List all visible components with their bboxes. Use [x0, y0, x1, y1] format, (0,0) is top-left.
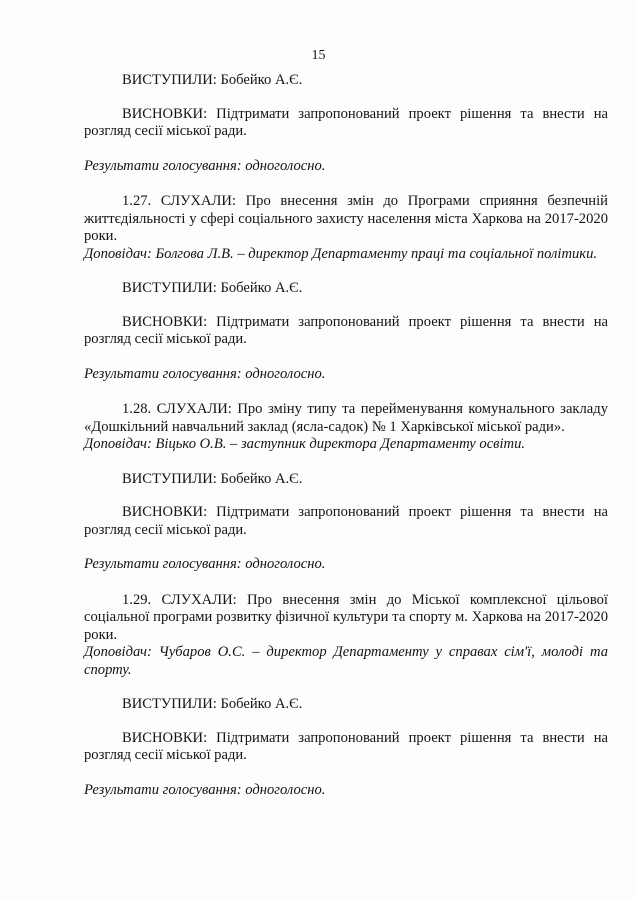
speaker-line: Доповідач: Чубаров О.С. – директор Департаменту у справах сім'ї, молоді та спорту. [84, 644, 608, 678]
spoke-line: ВИСТУПИЛИ: Бобейко А.Є. [122, 696, 303, 712]
speaker-line: Доповідач: Болгова Л.В. – директор Департаменту праці та соціальної політики. [84, 245, 598, 262]
agenda-item-1-27 [84, 193, 608, 383]
conclusion-paragraph: ВИСНОВКИ: Підтримати запропонований проект рішення та внести на розгляд сесії міської ради. [84, 105, 608, 139]
conclusion-paragraph: ВИСНОВКИ: Підтримати запропонований проект рішення та внести на розгляд сесії міської ради. [84, 729, 608, 763]
vote-result: Результати голосування: одноголосно. [84, 365, 326, 382]
spoke-line: ВИСТУПИЛИ: Бобейко А.Є. [122, 72, 303, 88]
heard-paragraph: 1.27. СЛУХАЛИ: Про внесення змін до Програми сприяння безпечній життєдіяльності у сфері соціального захисту населення міста Харкова на 2017-2020 роки. [84, 193, 608, 244]
conclusion-paragraph: ВИСНОВКИ: Підтримати запропонований проект рішення та внести на розгляд сесії міської ради. [84, 504, 608, 538]
agenda-item-1-29 [84, 592, 608, 800]
spoke-line: ВИСТУПИЛИ: Бобейко А.Є. [122, 470, 303, 487]
agenda-item-1-28 [84, 401, 608, 574]
vote-result: Результати голосування: одноголосно. [84, 556, 326, 572]
vote-result: Результати голосування: одноголосно. [84, 781, 326, 798]
page-number: 15 [311, 48, 326, 63]
conclusion-paragraph: ВИСНОВКИ: Підтримати запропонований проект рішення та внести на розгляд сесії міської ради. [84, 313, 608, 347]
vote-result: Результати голосування: одноголосно. [84, 157, 326, 174]
heard-paragraph: 1.28. СЛУХАЛИ: Про зміну типу та перейменування комунального закладу «Дошкільний навчальний заклад (ясла-садок) № 1 Харківської міської ради». [84, 401, 608, 435]
spoke-line: ВИСТУПИЛИ: Бобейко А.Є. [122, 280, 303, 296]
minutes-content [84, 72, 608, 799]
speaker-line: Доповідач: Віцько О.В. – заступник директора Департаменту освіти. [84, 436, 526, 452]
heard-paragraph: 1.29. СЛУХАЛИ: Про внесення змін до Міської комплексної цільової соціальної програми розвитку фізичної культури та спорту м. Харкова на 2017-2020 роки. [84, 591, 608, 643]
